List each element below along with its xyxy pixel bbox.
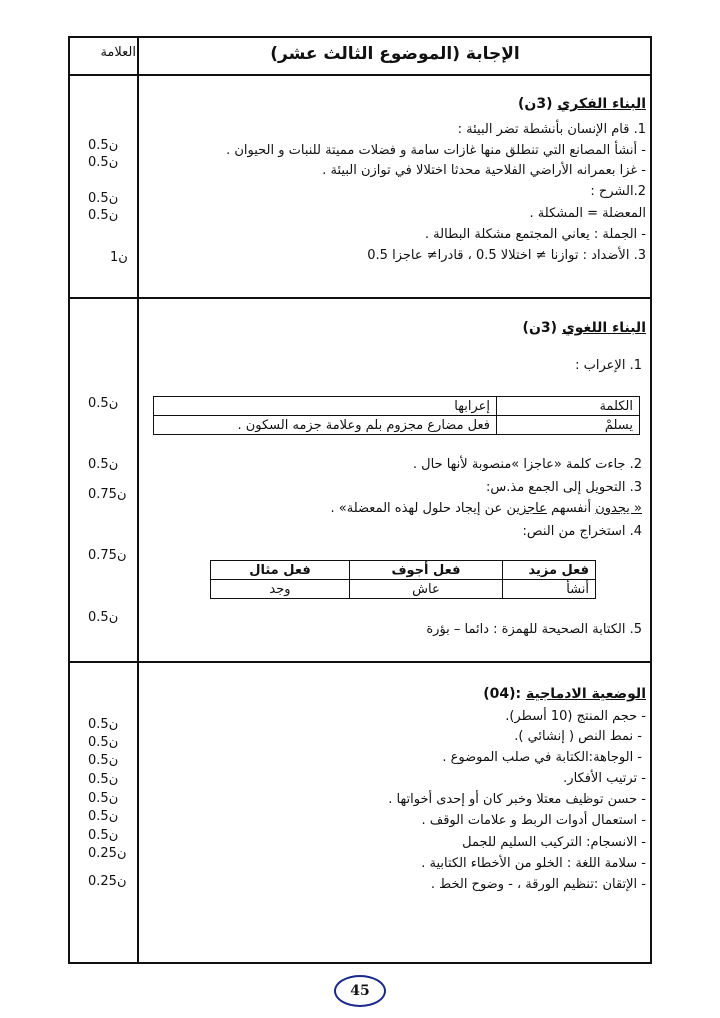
- s2-q3: 3. التحويل إلى الجمع مذ.س:: [486, 480, 642, 495]
- s3-line-7: - الانسجام: التركيب السليم للجمل: [462, 835, 646, 850]
- section1-title-text: البناء الفكري: [557, 96, 646, 112]
- s3-mark-5: 0.5ن: [88, 791, 119, 806]
- s2-q3-word-a: « يجدون: [595, 501, 642, 516]
- section-divider-2: [68, 661, 652, 663]
- s1-mark-5: 1ن: [110, 250, 128, 265]
- s3-mark-2: 0.5ن: [88, 735, 119, 750]
- section2-title: [523, 320, 646, 336]
- table-row: [211, 561, 596, 580]
- s2-q4: 4. استخراج من النص:: [522, 524, 642, 539]
- s3-mark-8: 0.25ن: [88, 846, 127, 861]
- section2-points: (3ن): [522, 320, 558, 336]
- grade-column-header: العلامة: [100, 45, 136, 60]
- page-number-text: 45: [350, 983, 370, 999]
- s1-line-4: 2.الشرح :: [590, 184, 646, 199]
- section1-title: [518, 96, 646, 112]
- s2-q1: 1. الإعراب :: [575, 358, 642, 373]
- grade-column-divider: [137, 36, 139, 964]
- s2-q3-word-b: أنفسهم: [551, 501, 592, 516]
- table-cell: الكلمة: [497, 397, 640, 416]
- table-cell: فعل مضارع مجزوم بلم وعلامة جزمه السكون .: [154, 416, 497, 435]
- table-cell: وجد: [211, 580, 350, 599]
- s1-line-3: - غزا بعمرانه الأراضي الفلاحية محدثا اختلالا في توازن البيئة .: [322, 163, 646, 178]
- table-cell: فعل مزيد: [503, 561, 596, 580]
- s3-line-9: - الإتقان :تنظيم الورقة ، - وضوح الخط .: [430, 877, 646, 892]
- verbs-table: [210, 560, 596, 599]
- s1-mark-2: 0.5ن: [88, 155, 119, 170]
- page-number: [334, 975, 386, 1007]
- section3-title: [483, 686, 646, 702]
- table-cell: عاش: [349, 580, 502, 599]
- s1-mark-1: 0.5ن: [88, 138, 119, 153]
- s2-q3-word-c: عاجزين: [506, 501, 547, 516]
- s3-line-2: - نمط النص ( إنشائي ).: [514, 729, 642, 744]
- s3-mark-4: 0.5ن: [88, 772, 119, 787]
- s2-q2: 2. جاءت كلمة «عاجزا »منصوبة لأنها حال .: [412, 457, 642, 472]
- table-cell: فعل مثال: [211, 561, 350, 580]
- s1-line-7: 3. الأضداد : توازنا ≠ اختلالا 0.5 ، قادرا≠ عاجزا 0.5: [367, 248, 646, 263]
- s3-mark-6: 0.5ن: [88, 809, 119, 824]
- s1-mark-4: 0.5ن: [88, 208, 119, 223]
- s2-q3-word-d: عن إيجاد حلول لهذه المعضلة» .: [330, 501, 503, 516]
- table-cell: أنشأ: [503, 580, 596, 599]
- table-row: [154, 397, 640, 416]
- s3-mark-3: 0.5ن: [88, 753, 119, 768]
- s2-mark-2: 0.5ن: [88, 457, 119, 472]
- s3-mark-7: 0.5ن: [88, 828, 119, 843]
- s2-mark-4: 0.75ن: [88, 548, 127, 563]
- section1-points: (3ن): [518, 96, 553, 112]
- s1-mark-3: 0.5ن: [88, 191, 119, 206]
- s3-line-5: - حسن توظيف معتلا وخبر كان أو إحدى أخواتها .: [388, 792, 646, 807]
- page-title: الإجابة (الموضوع الثالث عشر): [270, 44, 520, 64]
- s3-line-1: - حجم المنتج (10 أسطر).: [505, 709, 646, 724]
- s2-q5: 5. الكتابة الصحيحة للهمزة : دائما – بؤرة: [426, 622, 642, 637]
- s1-line-2: - أنشأ المصانع التي تنطلق منها غازات سامة و فضلات مميتة للنبات و الحيوان .: [226, 143, 646, 158]
- s3-mark-9: 0.25ن: [88, 874, 127, 889]
- table-row: [211, 580, 596, 599]
- s3-line-4: - ترتيب الأفكار.: [563, 771, 646, 786]
- table-cell: يسلمْ: [497, 416, 640, 435]
- table-row: [154, 416, 640, 435]
- s3-mark-1: 0.5ن: [88, 717, 119, 732]
- s3-line-8: - سلامة اللغة : الخلو من الأخطاء الكتابية .: [421, 856, 646, 871]
- table-cell: إعرابها: [154, 397, 497, 416]
- s2-mark-5: 0.5ن: [88, 610, 119, 625]
- s1-line-1: 1. قام الإنسان بأنشطة تضر البيئة :: [457, 122, 646, 137]
- s1-line-6: - الجملة : يعاني المجتمع مشكلة البطالة .: [424, 227, 646, 242]
- header-divider: [68, 74, 652, 76]
- section3-points: :(04): [483, 686, 522, 702]
- section3-title-text: الوضعية الادماجية: [526, 686, 646, 702]
- parsing-table: [153, 396, 640, 435]
- s2-mark-3: 0.75ن: [88, 487, 127, 502]
- section-divider-1: [68, 297, 652, 299]
- s3-line-6: - استعمال أدوات الربط و علامات الوقف .: [421, 813, 646, 828]
- table-cell: فعل أجوف: [349, 561, 502, 580]
- s3-line-3: - الوجاهة:الكتابة في صلب الموضوع .: [442, 750, 642, 765]
- s2-q3-answer: [331, 501, 642, 516]
- section2-title-text: البناء اللغوي: [561, 320, 646, 336]
- s1-line-5: المعضلة = المشكلة .: [529, 206, 646, 221]
- s2-mark-1: 0.5ن: [88, 396, 119, 411]
